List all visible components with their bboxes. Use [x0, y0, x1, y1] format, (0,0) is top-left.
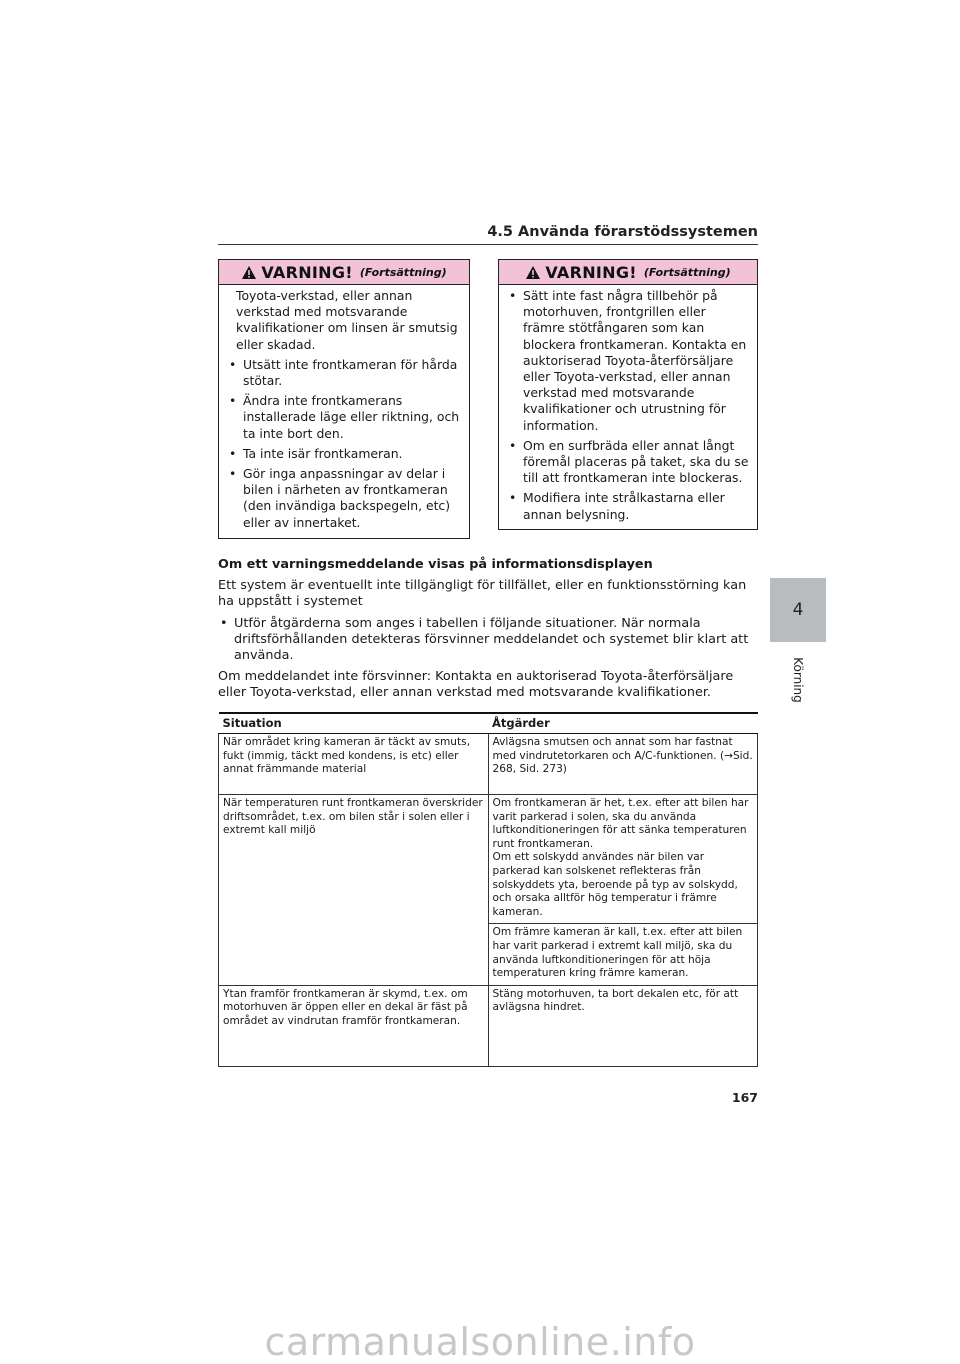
warning-triangle-icon — [241, 265, 257, 280]
page-number: 167 — [731, 1090, 758, 1105]
warning-box-right — [498, 259, 758, 530]
warning-bullet: • Ta inte isär frontkameran. — [229, 445, 403, 461]
header-divider — [218, 244, 758, 245]
table-row — [219, 985, 758, 1066]
action-text: Om ett solskydd användes när bilen var parkerad kan solskenet reflekteras från solskyddets yta, beroende på typ av solskydd, och orsaka alltför hög temperatur i främre kameran. — [492, 851, 738, 918]
action-cell — [488, 795, 758, 924]
situation-cell: Ytan framför frontkameran är skymd, t.ex. om motorhuven är öppen eller en dekal är fäst på området av vindrutan framför frontkameran. — [219, 985, 489, 1066]
column-header-situation: Situation — [219, 713, 489, 734]
chapter-label: Körning — [791, 657, 805, 703]
situation-table — [218, 712, 758, 1067]
warning-bullet: • Modifiera inte strålkastarna eller annan belysning. — [509, 490, 725, 522]
action-cell: Stäng motorhuven, ta bort dekalen etc, för att avlägsna hindret. — [488, 985, 758, 1066]
warning-bullet: • Om en surfbräda eller annat långt föremål placeras på taket, ska du se till att frontkameran inte blockeras. — [509, 437, 749, 486]
warning-triangle-icon — [525, 265, 541, 280]
warning-box-left — [218, 259, 470, 539]
warning-bullet: • Utsätt inte frontkameran för hårda stötar. — [229, 356, 458, 389]
intro-paragraph: Ett system är eventuellt inte tillgängligt för tillfället, eller en funktionsstörning kan ha uppstått i systemet — [218, 578, 747, 610]
warning-bullet: • Ändra inte frontkamerans installerade läge eller riktning, och ta inte bort den. — [229, 393, 460, 441]
action-cell: Avlägsna smutsen och annat som har fastnat med vindrutetorkaren och A/C-funktionen. (→Sid. 268, Sid. 273) — [488, 734, 758, 795]
main-content — [218, 557, 758, 707]
warning-header — [219, 260, 469, 285]
chapter-label-container — [770, 650, 826, 710]
outro-paragraph: Om meddelandet inte försvinner: Kontakta en auktoriserad Toyota-återförsäljare eller Toyota-verkstad, eller annan verkstad med motsvarande kvalifikationer. — [218, 669, 734, 701]
table-row — [219, 734, 758, 795]
watermark: carmanualsonline.info — [264, 1320, 696, 1364]
warning-subtitle: (Fortsättning) — [359, 265, 447, 279]
warning-subtitle: (Fortsättning) — [643, 265, 731, 279]
section-title: 4.5 Använda förarstödssystemen — [487, 224, 758, 240]
warning-bullet: • Sätt inte fast några tillbehör på motorhuven, frontgrillen eller främre stötfångaren som kan blockera frontkameran. Kontakta en auktoriserad Toyota-återförsäljare eller Toyota-verkstad, eller annan verkstad med motsvarande kvalifikationer och utrustning för information. — [509, 288, 747, 433]
action-text: Om frontkameran är het, t.ex. efter att bilen har varit parkerad i solen, ska du använda luftkonditioneringen för att sänka temperaturen runt frontkameran. — [492, 797, 749, 850]
table-header-row — [219, 713, 758, 734]
warning-continuation: Toyota-verkstad, eller annan verkstad med motsvarande kvalifikationer om linsen är smutsig eller skadad. — [236, 288, 458, 352]
situation-cell: När temperaturen runt frontkameran överskrider driftsområdet, t.ex. om bilen står i solen eller i extremt kall miljö — [219, 795, 489, 986]
warning-header — [499, 260, 757, 285]
chapter-tab — [770, 578, 826, 642]
warning-title: VARNING! — [545, 262, 637, 282]
table-row — [219, 795, 758, 924]
situation-cell: När området kring kameran är täckt av smuts, fukt (immig, täckt med kondens, is etc) eller annat främmande material — [219, 734, 489, 795]
warning-title: VARNING! — [261, 262, 353, 282]
chapter-number: 4 — [792, 600, 804, 620]
warning-bullet: • Gör inga anpassningar av delar i bilen i närheten av frontkameran (den invändiga backspegeln, etc) eller av innertaket. — [229, 466, 451, 530]
action-cell: Om främre kameran är kall, t.ex. efter att bilen har varit parkerad i extremt kall miljö, ska du använda luftkonditioneringen för att höja temperaturen kring främre kameran. — [488, 924, 758, 985]
instruction-bullet: • Utför åtgärderna som anges i tabellen i följande situationer. När normala driftsförhållanden detekteras försvinner meddelandet och systemet blir klart att använda. — [220, 615, 749, 664]
section-heading: Om ett varningsmeddelande visas på informationsdisplayen — [218, 557, 653, 572]
column-header-actions: Åtgärder — [488, 713, 758, 734]
